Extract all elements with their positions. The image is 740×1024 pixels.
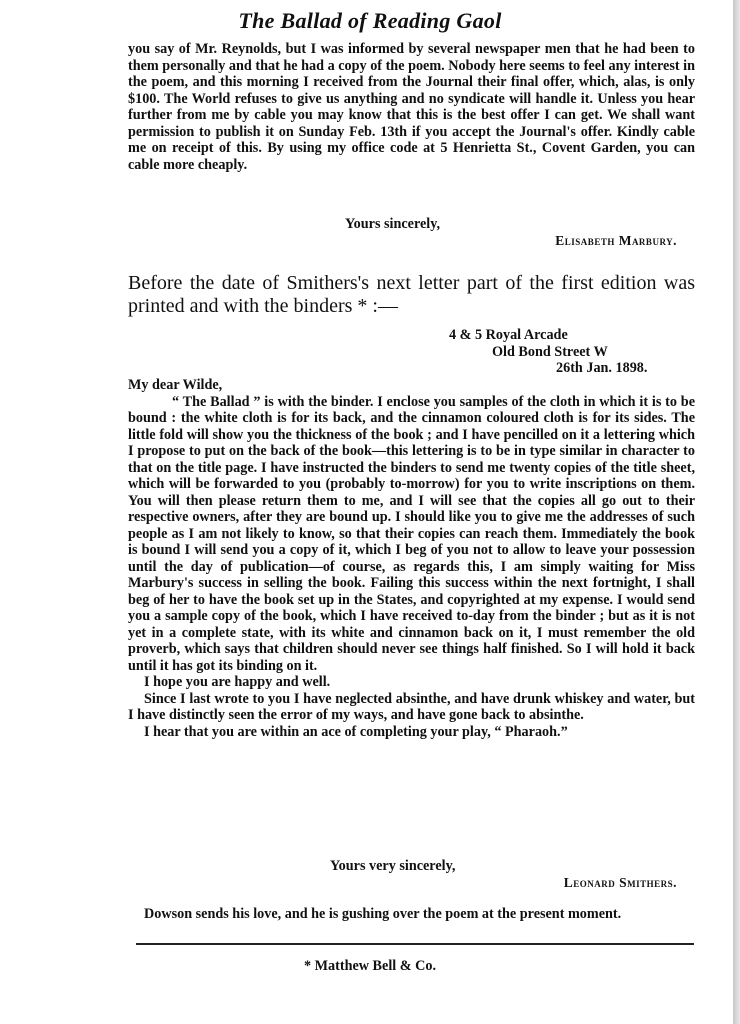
postscript: Dowson sends his love, and he is gushing over the poem at the present moment. <box>144 906 622 922</box>
letter-smithers-paragraph-4: I hear that you are within an ace of completing your play, “ Pharaoh.” <box>144 723 568 740</box>
letter-smithers-paragraph-2: I hope you are happy and well. <box>144 674 331 690</box>
letter-smithers-signature: Leonard Smithers. <box>563 875 677 890</box>
letter-smithers-paragraph-1: “ The Ballad ” is with the binder. I enclose you samples of the cloth in which it is to be bound : the white cloth is for its back, and the cinnamon coloured cloth is for its sides. The little fold will show you the thickness of the book ; and I have pencilled on it a lettering which I propose to put on the back of the book—this lettering is to be in type similar in character to that on the title page. I have instructed the binders to send me twenty copies of the title sheet, which will be forwarded to you (probably to-morrow) for you to write inscriptions on them. You will then please return them to me, and I will see that the copies all go out to their respective owners, after they are bound up. I should like you to give me the addresses of such people as I am not likely to know, so that their copies can reach them. Immediately the book is bound I will send you a copy of it, which I beg of you not to allow to leave your possession until the day of publication—of course, as regards this, I am simply waiting for Miss Marbury's success in selling the book. Failing this success within the next fortnight, I shall beg of her to have the book set up in the States, and copyrighted at my expense. I would send you a sample copy of the book, which I have received to-day from the binder ; but as it is not yet in a complete state, with its white and cinnamon back on it, I must remember the old proverb, which says that children should never see things half finished. So I will hold it back until it has got its binding on it. <box>128 393 695 674</box>
salutation: My dear Wilde, <box>128 377 223 393</box>
address-line-2: Old Bond Street W <box>492 344 608 360</box>
address-line-1: 4 & 5 Royal Arcade <box>449 327 568 343</box>
running-head: The Ballad of Reading Gaol <box>238 8 502 33</box>
letter-smithers-closing: Yours very sincerely, <box>330 858 456 874</box>
letter-smithers-paragraph-3: Since I last wrote to you I have neglected absinthe, and have drunk whiskey and water, but I have distinctly seen the error of my ways, and have gone back to absinthe. <box>128 690 695 723</box>
letter-marbury-signature: Elisabeth Marbury. <box>555 233 677 248</box>
letter-marbury-paragraph: you say of Mr. Reynolds, but I was informed by several newspaper men that he had been to them personally and that he had a copy of the poem. Nobody here seems to feel any interest in the poem, and this morning I received from the Journal their final offer, which, alas, is only $100. The World refuses to give us anything and no syndicate will handle it. Unless you hear further from me by cable you may know that this is the best offer I can get. We shall want permission to publish it on Sunday Feb. 13th if you accept the Journal's offer. Kindly cable me on receipt of this. By using my office code at 5 Henrietta St., Covent Garden, you can cable more cheaply. <box>128 41 695 173</box>
footnote-rule <box>136 943 694 945</box>
letter-smithers-body <box>128 377 695 740</box>
letter-marbury-body <box>128 41 695 173</box>
page-edge-shadow <box>733 0 740 1024</box>
footnote: * Matthew Bell & Co. <box>304 958 436 974</box>
letter-marbury-closing: Yours sincerely, <box>345 216 441 232</box>
editorial-intro: Before the date of Smithers's next letter part of the first edition was printed and with the binders * :— <box>128 272 695 317</box>
letter-date: 26th Jan. 1898. <box>556 360 648 376</box>
